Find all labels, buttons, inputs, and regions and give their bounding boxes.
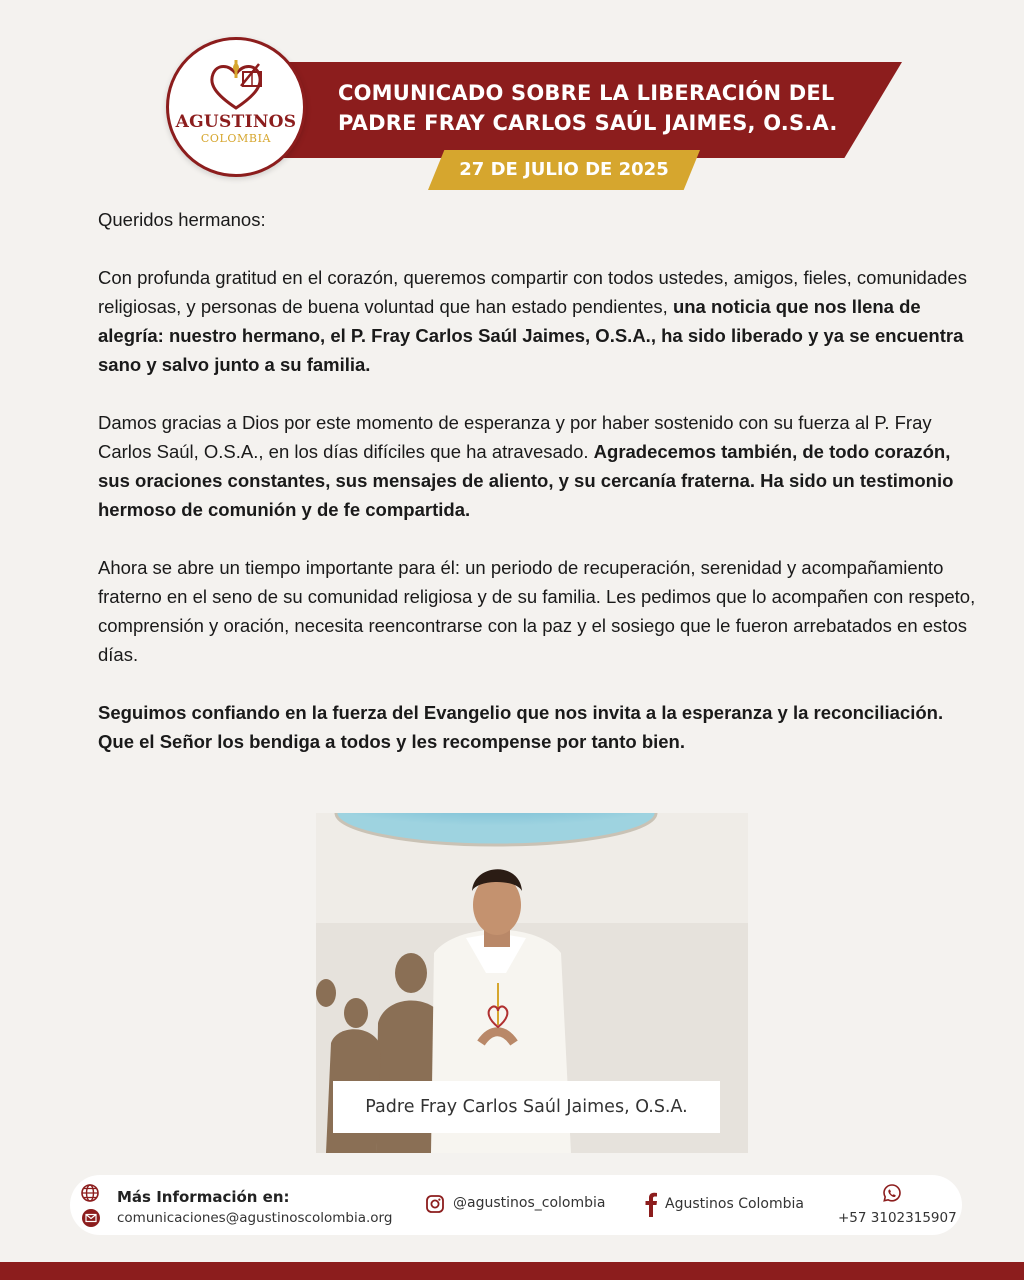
whatsapp-icon[interactable]: [882, 1183, 902, 1203]
title-line-1: COMUNICADO SOBRE LA LIBERACIÓN DEL: [338, 81, 835, 105]
paragraph-4: [98, 698, 978, 756]
bottom-bar: [0, 1262, 1024, 1280]
paragraph-1: [98, 263, 978, 379]
mail-icon: [81, 1208, 101, 1228]
email-link[interactable]: comunicaciones@agustinoscolombia.org: [117, 1210, 393, 1226]
photo-caption: Padre Fray Carlos Saúl Jaimes, O.S.A.: [333, 1081, 720, 1133]
globe-icon: [80, 1183, 100, 1203]
logo-name: AGUSTINOS: [175, 112, 297, 132]
instagram-handle[interactable]: @agustinos_colombia: [453, 1195, 606, 1211]
more-info-label: Más Información en:: [117, 1188, 290, 1206]
paragraph-1-text: Con profunda gratitud en el corazón, queremos compartir con todos ustedes, amigos, fieles, comunidades religiosas, y personas de buena voluntad que han estado pendientes,: [98, 267, 967, 317]
paragraph-2: [98, 408, 978, 524]
facebook-page[interactable]: Agustinos Colombia: [665, 1196, 804, 1212]
paragraph-4-bold: Seguimos confiando en la fuerza del Evangelio que nos invita a la esperanza y la reconciliación. Que el Señor los bendiga a todos y les recompense por tanto bien.: [98, 702, 944, 752]
paragraph-3: Ahora se abre un tiempo importante para él: un periodo de recuperación, serenidad y acompañamiento fraterno en el seno de su comunidad religiosa y de su familia. Les pedimos que lo acompañen con respeto, comprensión y oración, necesita reencontrarse con la paz y el sosiego que le fueron arrebatados en estos días.: [98, 557, 976, 665]
paragraph-2-bold: Agradecemos también, de todo corazón, sus oraciones constantes, sus mensajes de aliento, y su cercanía fraterna. Ha sido un testimonio hermoso de comunión y de fe compartida.: [98, 441, 954, 520]
phone-number[interactable]: +57 3102315907: [838, 1210, 957, 1226]
title-line-2: PADRE FRAY CARLOS SAÚL JAIMES, O.S.A.: [338, 111, 838, 135]
paragraph-1-bold: una noticia que nos llena de alegría: nuestro hermano, el P. Fray Carlos Saúl Jaimes, O.S.A., ha sido liberado y ya se encuentra sano y salvo junto a su familia.: [98, 296, 964, 375]
contact-footer: [70, 1175, 962, 1235]
priest-photo: [316, 813, 748, 1153]
instagram-icon[interactable]: [425, 1194, 445, 1214]
logo-subname: COLOMBIA: [200, 132, 272, 145]
heart-emblem-icon: [205, 56, 267, 114]
page-title: [338, 78, 878, 138]
paragraph-2-text: Damos gracias a Dios por este momento de esperanza y por haber sostenido con su fuerza al P. Fray Carlos Saúl, O.S.A., en los días difíciles que ha atravesado.: [98, 412, 932, 462]
facebook-icon[interactable]: [644, 1191, 658, 1217]
greeting: Queridos hermanos:: [98, 209, 266, 230]
date-label: 27 DE JULIO DE 2025: [459, 159, 669, 180]
letter-body: [98, 205, 978, 785]
logo: [166, 37, 306, 177]
